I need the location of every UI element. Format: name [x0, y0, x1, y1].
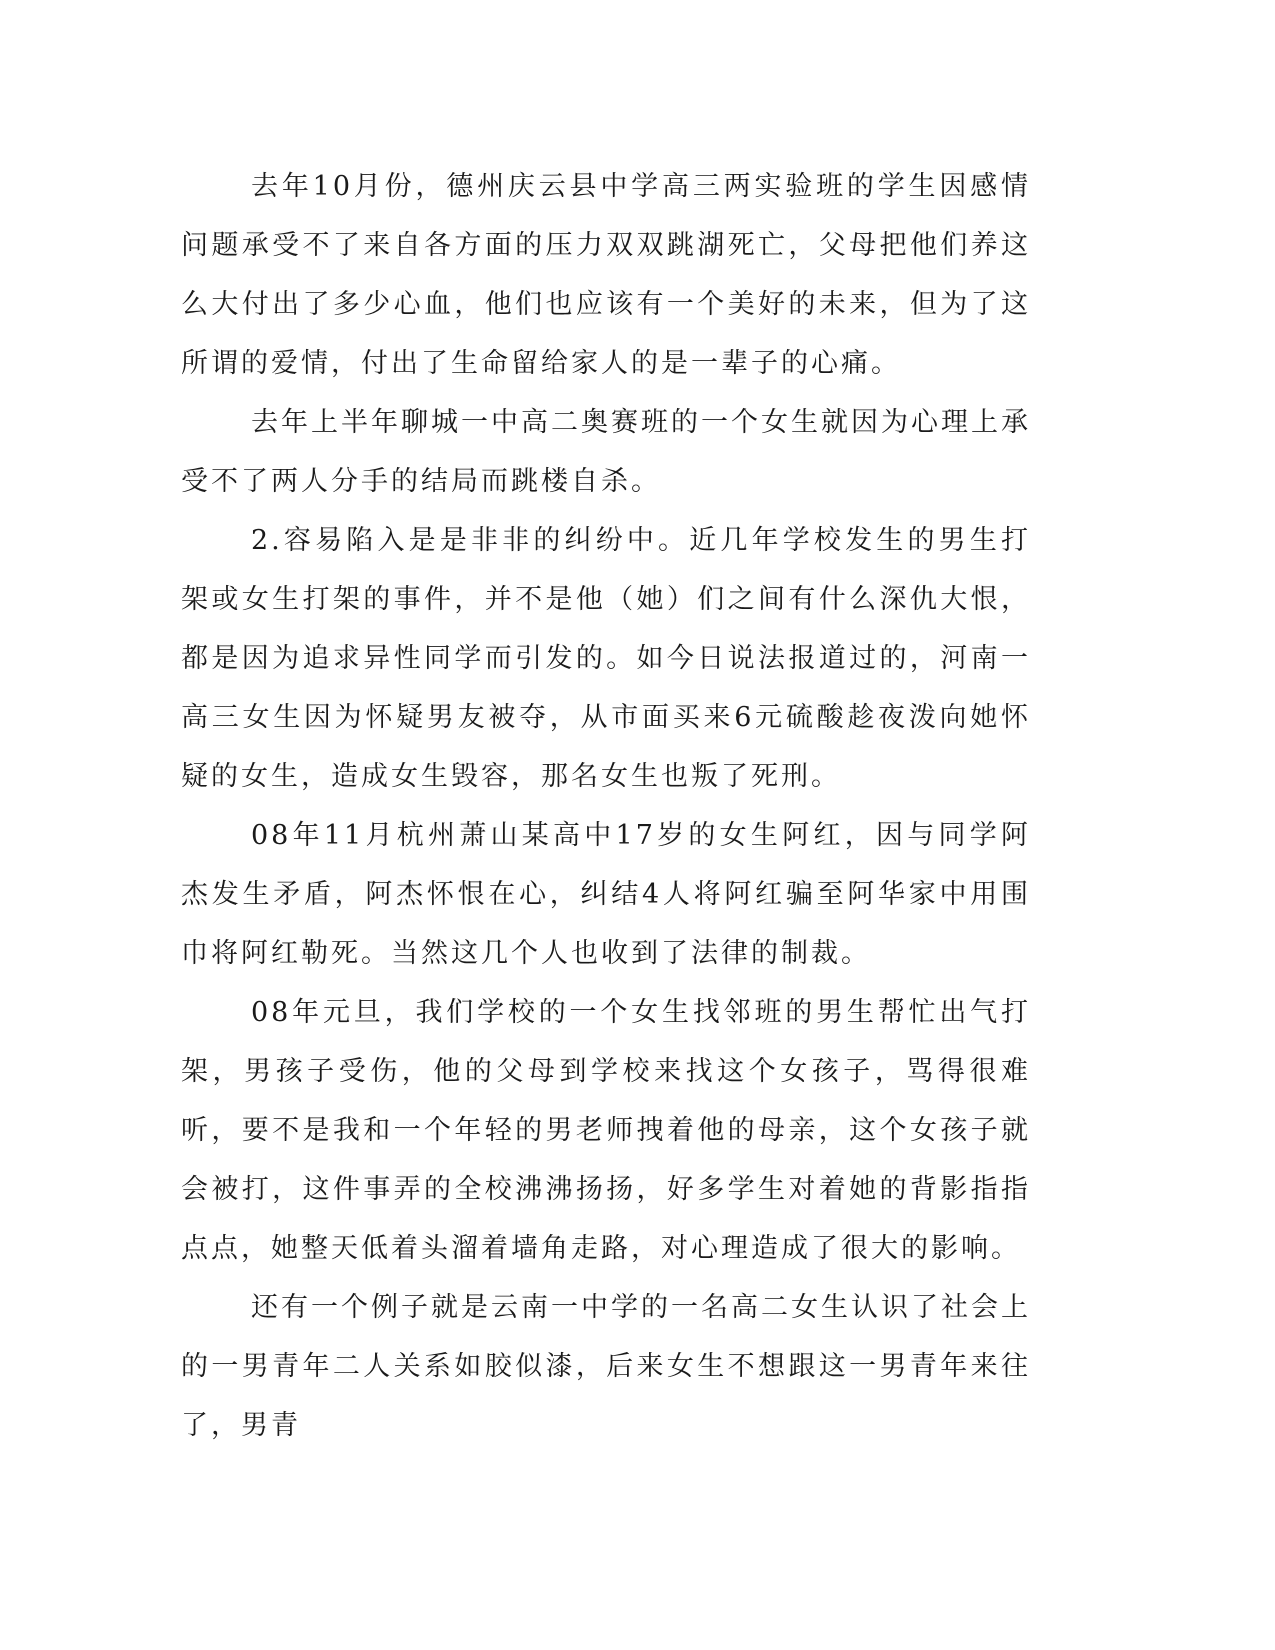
- paragraph: 还有一个例子就是云南一中学的一名高二女生认识了社会上的一男青年二人关系如胶似漆，后来女生不想跟这一男青年来往了，男青: [181, 1292, 1031, 1441]
- paragraph: 去年10月份，德州庆云县中学高三两实验班的学生因感情问题承受不了来自各方面的压力双双跳湖死亡，父母把他们养这么大付出了多少心血，他们也应该有一个美好的未来，但为了这所谓的爱情，付出了生命留给家人的是一辈子的心痛。: [181, 171, 1031, 379]
- paragraph: 2.容易陷入是是非非的纠纷中。近几年学校发生的男生打架或女生打架的事件，并不是他（她）们之间有什么深仇大恨，都是因为追求异性同学而引发的。如今日说法报道过的，河南一高三女生因为怀疑男友被夺，从市面买来6元硫酸趁夜泼向她怀疑的女生，造成女生毁容，那名女生也叛了死刑。: [181, 525, 1031, 792]
- body-text: [181, 157, 1031, 1455]
- paragraph: 去年上半年聊城一中高二奥赛班的一个女生就因为心理上承受不了两人分手的结局而跳楼自杀。: [181, 407, 1031, 497]
- paragraph: 08年11月杭州萧山某高中17岁的女生阿红，因与同学阿杰发生矛盾，阿杰怀恨在心，纠结4人将阿红骗至阿华家中用围巾将阿红勒死。当然这几个人也收到了法律的制裁。: [181, 820, 1031, 969]
- paragraph: 08年元旦，我们学校的一个女生找邻班的男生帮忙出气打架，男孩子受伤，他的父母到学校来找这个女孩子，骂得很难听，要不是我和一个年轻的男老师拽着他的母亲，这个女孩子就会被打，这件事弄的全校沸沸扬扬，好多学生对着她的背影指指点点，她整天低着头溜着墙角走路，对心理造成了很大的影响。: [181, 997, 1031, 1264]
